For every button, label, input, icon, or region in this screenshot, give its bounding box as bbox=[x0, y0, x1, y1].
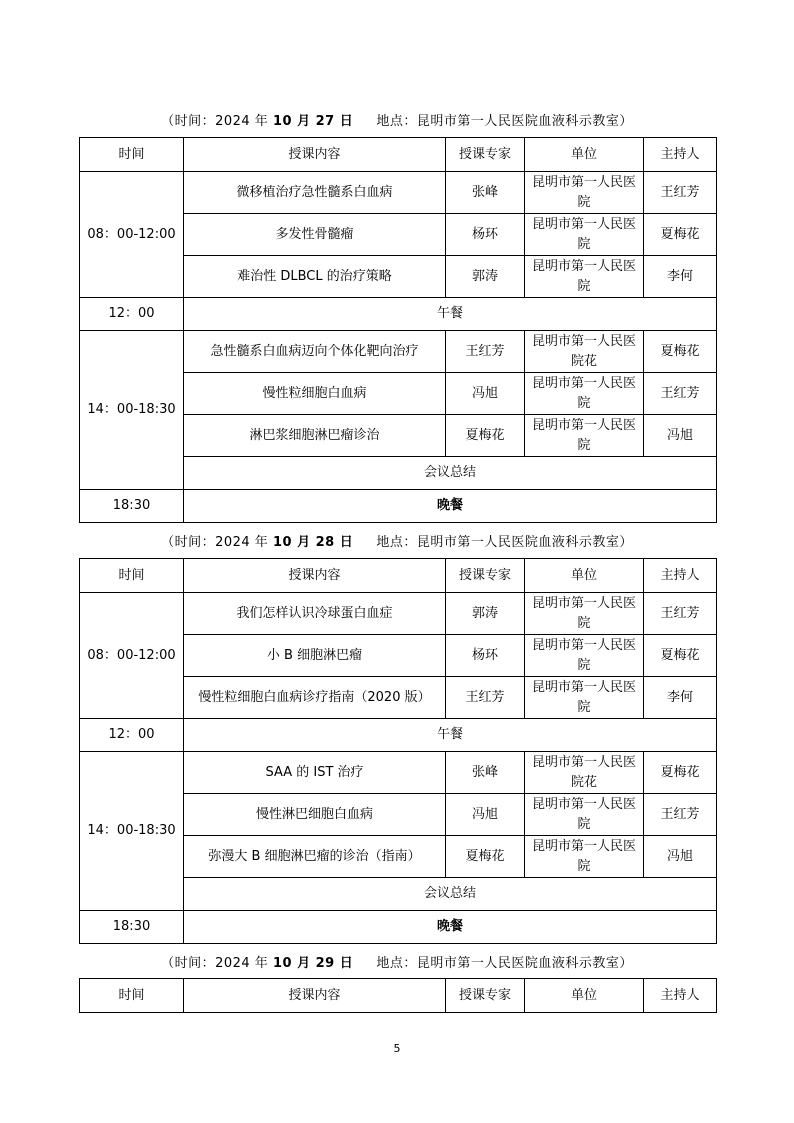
table-header-row bbox=[80, 979, 717, 1013]
header-expert: 授课专家 bbox=[446, 979, 525, 1013]
unit-cell: 昆明市第一人民医院花 bbox=[525, 331, 644, 373]
table-row bbox=[80, 331, 717, 373]
caption-location: 地点：昆明市第一人民医院血液科示教室） bbox=[376, 535, 633, 550]
table-row bbox=[80, 172, 717, 214]
lunch-label: 午餐 bbox=[184, 298, 717, 331]
host-cell: 夏梅花 bbox=[644, 331, 717, 373]
host-cell: 李何 bbox=[644, 256, 717, 298]
expert-cell: 夏梅花 bbox=[446, 836, 525, 878]
topic-cell: 弥漫大 B 细胞淋巴瘤的诊治（指南） bbox=[184, 836, 446, 878]
dinner-row bbox=[80, 911, 717, 944]
host-cell: 王红芳 bbox=[644, 373, 717, 415]
header-host: 主持人 bbox=[644, 559, 717, 593]
topic-cell: 慢性粒细胞白血病诊疗指南（2020 版） bbox=[184, 677, 446, 719]
expert-cell: 王红芳 bbox=[446, 677, 525, 719]
lunch-label: 午餐 bbox=[184, 719, 717, 752]
topic-cell: 小 B 细胞淋巴瘤 bbox=[184, 635, 446, 677]
unit-cell: 昆明市第一人民医院 bbox=[525, 593, 644, 635]
unit-cell: 昆明市第一人民医院 bbox=[525, 172, 644, 214]
table-row bbox=[80, 752, 717, 794]
host-cell: 王红芳 bbox=[644, 172, 717, 214]
topic-cell: SAA 的 IST 治疗 bbox=[184, 752, 446, 794]
caption-date: 10 月 27 日 bbox=[272, 114, 354, 129]
caption-open: （时间：2024 年 bbox=[161, 114, 269, 129]
dinner-time: 18:30 bbox=[80, 490, 184, 523]
header-topic: 授课内容 bbox=[184, 138, 446, 172]
header-unit: 单位 bbox=[525, 138, 644, 172]
topic-cell: 多发性骨髓瘤 bbox=[184, 214, 446, 256]
table-row bbox=[80, 593, 717, 635]
host-cell: 夏梅花 bbox=[644, 635, 717, 677]
summary-label: 会议总结 bbox=[184, 457, 717, 490]
host-cell: 李何 bbox=[644, 677, 717, 719]
day3-caption bbox=[0, 952, 794, 971]
header-time: 时间 bbox=[80, 138, 184, 172]
expert-cell: 杨环 bbox=[446, 635, 525, 677]
dinner-row bbox=[80, 490, 717, 523]
day1-schedule-table bbox=[79, 137, 717, 523]
expert-cell: 郭涛 bbox=[446, 256, 525, 298]
caption-location: 地点：昆明市第一人民医院血液科示教室） bbox=[376, 114, 633, 129]
expert-cell: 冯旭 bbox=[446, 373, 525, 415]
table-header-row bbox=[80, 559, 717, 593]
unit-cell: 昆明市第一人民医院 bbox=[525, 214, 644, 256]
expert-cell: 张峰 bbox=[446, 752, 525, 794]
afternoon-time: 14：00-18:30 bbox=[80, 331, 184, 490]
header-time: 时间 bbox=[80, 559, 184, 593]
day2-caption bbox=[0, 531, 794, 550]
host-cell: 夏梅花 bbox=[644, 214, 717, 256]
expert-cell: 王红芳 bbox=[446, 331, 525, 373]
topic-cell: 慢性粒细胞白血病 bbox=[184, 373, 446, 415]
expert-cell: 郭涛 bbox=[446, 593, 525, 635]
unit-cell: 昆明市第一人民医院 bbox=[525, 635, 644, 677]
expert-cell: 夏梅花 bbox=[446, 415, 525, 457]
morning-time: 08：00-12:00 bbox=[80, 172, 184, 298]
host-cell: 王红芳 bbox=[644, 593, 717, 635]
host-cell: 冯旭 bbox=[644, 836, 717, 878]
unit-cell: 昆明市第一人民医院 bbox=[525, 836, 644, 878]
unit-cell: 昆明市第一人民医院 bbox=[525, 373, 644, 415]
lunch-time: 12：00 bbox=[80, 719, 184, 752]
expert-cell: 杨环 bbox=[446, 214, 525, 256]
expert-cell: 张峰 bbox=[446, 172, 525, 214]
unit-cell: 昆明市第一人民医院 bbox=[525, 794, 644, 836]
topic-cell: 急性髓系白血病迈向个体化靶向治疗 bbox=[184, 331, 446, 373]
topic-cell: 微移植治疗急性髓系白血病 bbox=[184, 172, 446, 214]
header-time: 时间 bbox=[80, 979, 184, 1013]
topic-cell: 我们怎样认识冷球蛋白血症 bbox=[184, 593, 446, 635]
afternoon-time: 14：00-18:30 bbox=[80, 752, 184, 911]
header-expert: 授课专家 bbox=[446, 559, 525, 593]
header-expert: 授课专家 bbox=[446, 138, 525, 172]
host-cell: 冯旭 bbox=[644, 415, 717, 457]
header-unit: 单位 bbox=[525, 559, 644, 593]
expert-cell: 冯旭 bbox=[446, 794, 525, 836]
caption-location: 地点：昆明市第一人民医院血液科示教室） bbox=[376, 956, 633, 971]
caption-date: 10 月 29 日 bbox=[272, 956, 354, 971]
topic-cell: 慢性淋巴细胞白血病 bbox=[184, 794, 446, 836]
dinner-time: 18:30 bbox=[80, 911, 184, 944]
day1-caption bbox=[0, 110, 794, 129]
morning-time: 08：00-12:00 bbox=[80, 593, 184, 719]
header-unit: 单位 bbox=[525, 979, 644, 1013]
unit-cell: 昆明市第一人民医院 bbox=[525, 415, 644, 457]
caption-open: （时间：2024 年 bbox=[161, 956, 269, 971]
lunch-row bbox=[80, 719, 717, 752]
dinner-label: 晚餐 bbox=[184, 490, 717, 523]
dinner-label: 晚餐 bbox=[184, 911, 717, 944]
header-host: 主持人 bbox=[644, 138, 717, 172]
day3-schedule-table bbox=[79, 978, 717, 1013]
lunch-row bbox=[80, 298, 717, 331]
caption-date: 10 月 28 日 bbox=[272, 535, 354, 550]
unit-cell: 昆明市第一人民医院 bbox=[525, 677, 644, 719]
header-host: 主持人 bbox=[644, 979, 717, 1013]
unit-cell: 昆明市第一人民医院花 bbox=[525, 752, 644, 794]
table-header-row bbox=[80, 138, 717, 172]
page-number: 5 bbox=[393, 1042, 401, 1055]
topic-cell: 淋巴浆细胞淋巴瘤诊治 bbox=[184, 415, 446, 457]
topic-cell: 难治性 DLBCL 的治疗策略 bbox=[184, 256, 446, 298]
header-topic: 授课内容 bbox=[184, 979, 446, 1013]
host-cell: 王红芳 bbox=[644, 794, 717, 836]
caption-open: （时间：2024 年 bbox=[161, 535, 269, 550]
day2-schedule-table bbox=[79, 558, 717, 944]
lunch-time: 12：00 bbox=[80, 298, 184, 331]
unit-cell: 昆明市第一人民医院 bbox=[525, 256, 644, 298]
header-topic: 授课内容 bbox=[184, 559, 446, 593]
summary-label: 会议总结 bbox=[184, 878, 717, 911]
host-cell: 夏梅花 bbox=[644, 752, 717, 794]
